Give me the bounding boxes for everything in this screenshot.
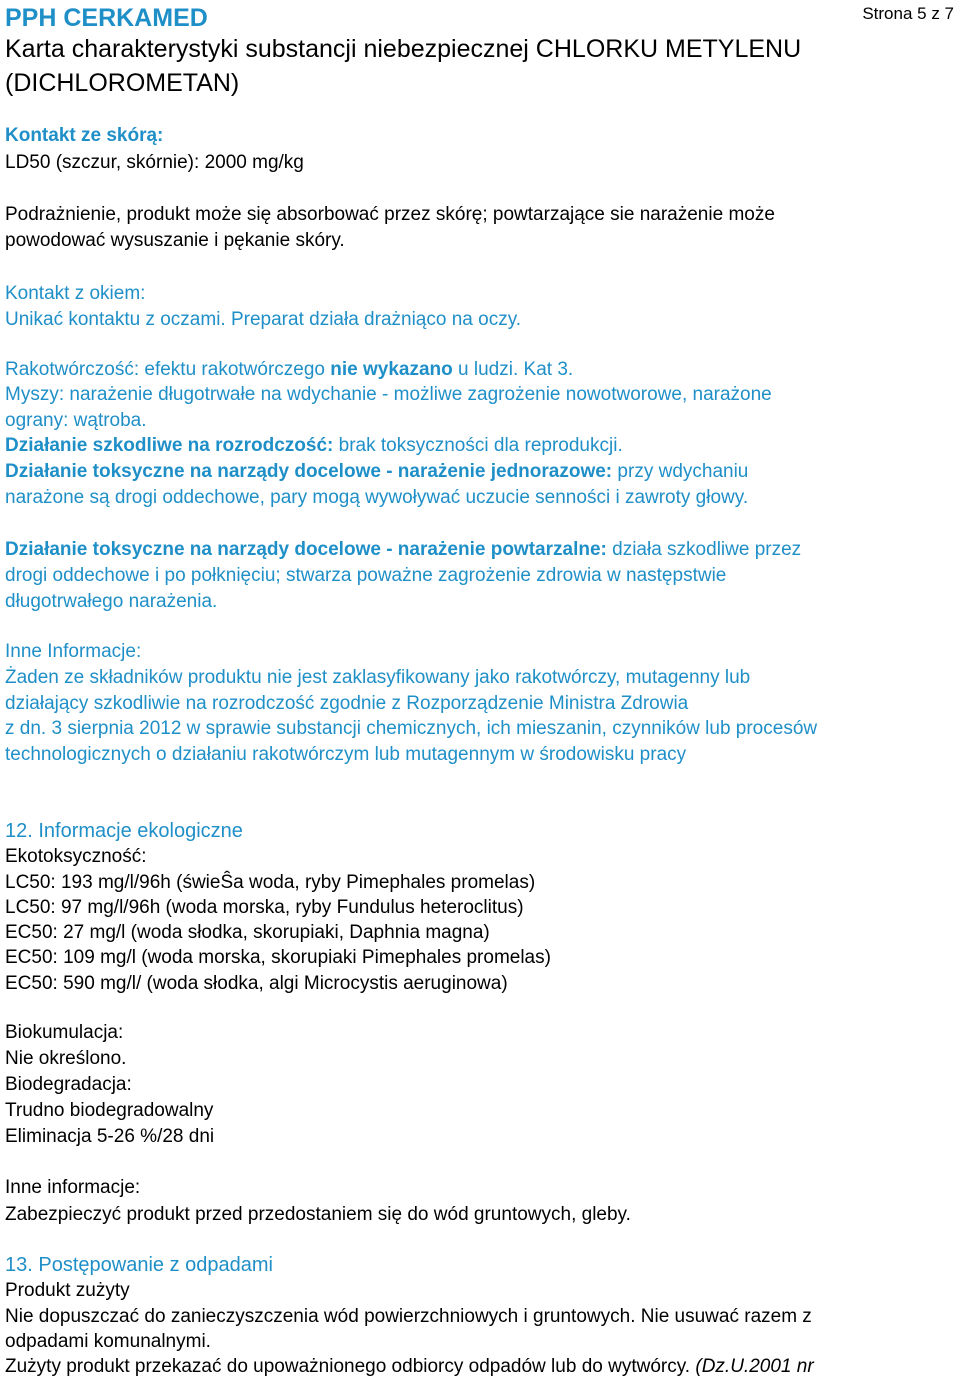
ecotox-item: EC50: 590 mg/l/ (woda słodka, algi Microcystis aeruginowa) <box>5 973 508 994</box>
section12-title: Informacje ekologiczne <box>38 820 243 842</box>
stot-repeated-line1 <box>5 539 801 561</box>
stot-single-line2: narażone są drogi oddechowe, pary mogą wywoływać uczucie senności i zawroty głowy. <box>5 487 749 508</box>
ecotox-item: EC50: 27 mg/l (woda słodka, skorupiaki, Daphnia magna) <box>5 922 490 943</box>
other-info-line1: Żaden ze składników produktu nie jest zaklasyfikowany jako rakotwórczy, mutagenny lub <box>5 667 751 688</box>
skin-contact-heading: Kontakt ze skórą: <box>5 125 164 146</box>
bioaccumulation-text: Nie określono. <box>5 1048 127 1069</box>
carcinogenicity-label: Rakotwórczość: <box>5 359 140 380</box>
ecotox-item: LC50: 97 mg/l/96h (woda morska, ryby Fundulus heteroclitus) <box>5 897 524 918</box>
eye-contact-heading: Kontakt z okiem: <box>5 283 146 304</box>
ecotox-item: LC50: 193 mg/l/96h (świeŜa woda, ryby Pimephales promelas) <box>5 872 536 893</box>
ecotox-item: EC50: 109 mg/l (woda morska, skorupiaki Pimephales promelas) <box>5 947 551 968</box>
waste-line3-text: Zużyty produkt przekazać do upoważnionego odbiorcy odpadów lub do wytwórcy. <box>5 1356 696 1377</box>
stot-repeated-label: Działanie toksyczne na narządy docelowe - narażenie powtarzalne: <box>5 539 607 560</box>
other-info-line4: technologicznych o działaniu rakotwórczym lub mutagennym w środowisku pracy <box>5 744 687 765</box>
biodegradation-line2: Eliminacja 5-26 %/28 dni <box>5 1126 215 1147</box>
eco-other-heading: Inne informacje: <box>5 1177 141 1198</box>
carcinogenicity-text-c: u ludzi. Kat 3. <box>452 359 574 380</box>
reproduction-text: brak toksyczności dla reprodukcji. <box>333 435 623 456</box>
carcinogenicity-emphasis: nie wykazano <box>330 359 453 380</box>
stot-repeated-line3: długotrwałego narażenia. <box>5 591 218 612</box>
waste-line2: odpadami komunalnymi. <box>5 1331 211 1352</box>
section13-number: 13. <box>5 1254 33 1276</box>
stot-repeated-text1: działa szkodliwe przez <box>606 539 802 560</box>
stot-single-text1: przy wdychaniu <box>612 461 749 482</box>
stot-single-label: Działanie toksyczne na narządy docelowe - narażenie jednorazowe: <box>5 461 613 482</box>
document-title-line2: (DICHLOROMETAN) <box>5 69 240 97</box>
other-info-line3: z dn. 3 sierpnia 2012 w sprawie substancji chemicznych, ich mieszanin, czynników lub procesów <box>5 718 818 739</box>
document-title-line1: Karta charakterystyki substancji niebezpiecznej CHLORKU METYLENU <box>5 35 802 63</box>
eye-contact-text: Unikać kontaktu z oczami. Preparat działa drażniąco na oczy. <box>5 309 522 330</box>
skin-ld50: LD50 (szczur, skórnie): 2000 mg/kg <box>5 152 304 173</box>
mice-line2: ograny: wątroba. <box>5 410 147 431</box>
ecotox-heading: Ekotoksyczność: <box>5 846 147 867</box>
waste-line3-citation: (Dz.U.2001 nr <box>695 1356 814 1377</box>
other-info-line2: działający szkodliwie na rozrodczość zgodnie z Rozporządzenie Ministra Zdrowia <box>5 693 689 714</box>
other-info-heading: Inne Informacje: <box>5 641 142 662</box>
mice-line1: Myszy: narażenie długotrwałe na wdychanie - możliwe zagrożenie nowotworowe, narażone <box>5 384 772 405</box>
page-number: Strona 5 z 7 <box>862 4 954 23</box>
section13-heading <box>5 1254 273 1277</box>
skin-irritation-line1: Podrażnienie, produkt może się absorbować przez skórę; powtarzające sie narażenie może <box>5 204 775 225</box>
section12-number: 12. <box>5 820 33 842</box>
section13-title: Postępowanie z odpadami <box>38 1254 273 1276</box>
skin-irritation-line2: powodować wysuszanie i pękanie skóry. <box>5 230 345 251</box>
waste-line1: Nie dopuszczać do zanieczyszczenia wód powierzchniowych i gruntowych. Nie usuwać razem z <box>5 1306 812 1327</box>
biodegradation-line1: Trudno biodegradowalny <box>5 1100 214 1121</box>
section12-heading <box>5 820 243 843</box>
reproduction-line <box>5 435 623 457</box>
carcinogenicity-text-a: efektu rakotwórczego <box>139 359 331 380</box>
used-product-heading: Produkt zużyty <box>5 1280 130 1301</box>
stot-single-line1 <box>5 461 748 483</box>
waste-line3 <box>5 1356 814 1378</box>
reproduction-label: Działanie szkodliwe na rozrodczość: <box>5 435 334 456</box>
stot-repeated-line2: drogi oddechowe i po połknięciu; stwarza poważne zagrożenie zdrowia w następstwie <box>5 565 727 586</box>
company-name: PPH CERKAMED <box>5 4 208 32</box>
biodegradation-heading: Biodegradacja: <box>5 1074 132 1095</box>
bioaccumulation-heading: Biokumulacja: <box>5 1022 124 1043</box>
eco-other-text: Zabezpieczyć produkt przed przedostaniem się do wód gruntowych, gleby. <box>5 1204 631 1225</box>
carcinogenicity-line <box>5 359 573 381</box>
